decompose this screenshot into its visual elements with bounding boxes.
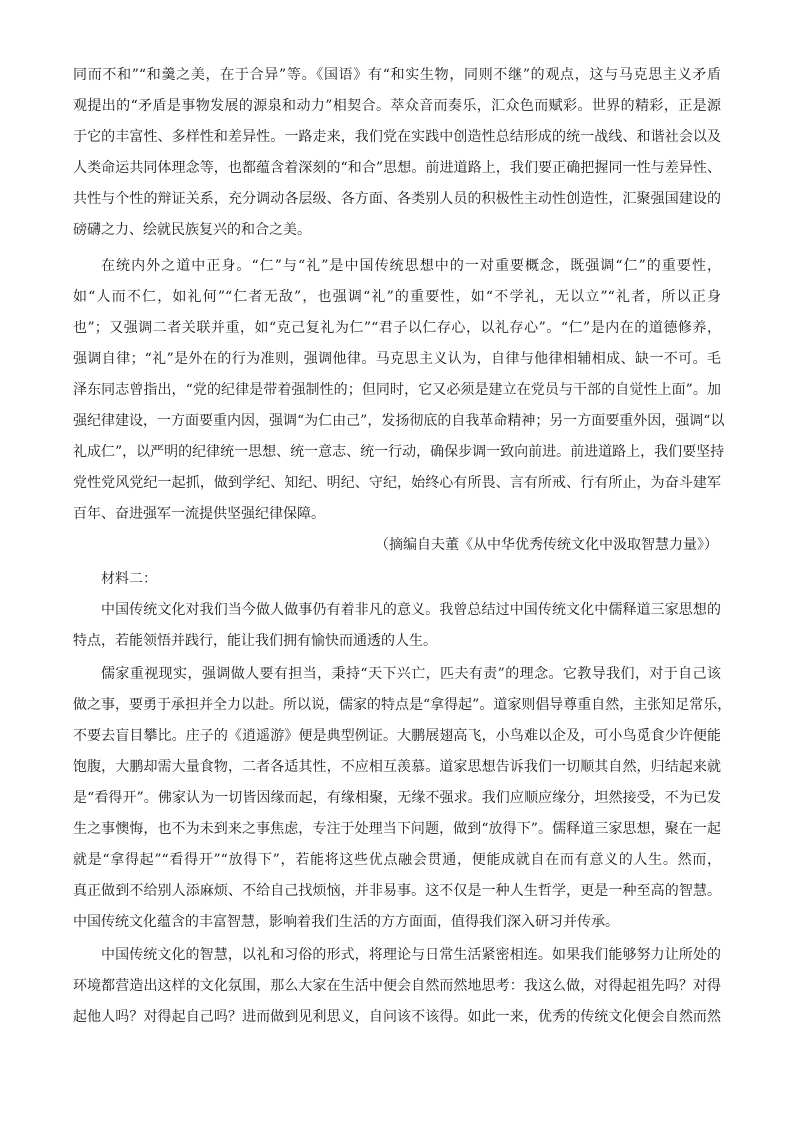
body-text-line: 中国传统文化的智慧，以礼和习俗的形式，将理论与日常生活紧密相连。如果我们能够努力让所处的 xyxy=(101,947,721,963)
body-text-line: 如“人而不仁，如礼何”“仁者无敌”，也强调“礼”的重要性，如“不学礼，无以立”“礼者，所以正身 xyxy=(73,289,721,305)
body-text-line: 饱腹，大鹏却需大量食物，二者各适其性，不应相互羡慕。道家思想告诉我们一切顺其自然，归结起来就 xyxy=(73,759,721,775)
body-text-line: 儒家重视现实，强调做人要有担当，秉持“天下兴亡，匹夫有责”的理念。它教导我们，对于自己该 xyxy=(101,666,721,682)
body-text-line: 人类命运共同体理念等，也都蕴含着深刻的“和合”思想。前进道路上，我们要正确把握同一性与差异性、 xyxy=(73,160,721,176)
body-text-line: 中国传统文化蕴含的丰富智慧，影响着我们生活的方方面面，值得我们深入研习并传承。 xyxy=(73,914,619,930)
body-text-line: 真正做到不给别人添麻烦、不给自己找烦恼，并非易事。这不仅是一种人生哲学，更是一种至高的智慧。 xyxy=(73,883,721,899)
body-text-line: 强纪律建设，一方面要重内因，强调“为仁由己”，发扬彻底的自我革命精神；另一方面要重外因，强调“以 xyxy=(73,413,725,429)
body-text-line: 百年、奋进强军一流提供坚强纪律保障。 xyxy=(73,506,325,522)
body-text-line: 特点，若能领悟并践行，能让我们拥有愉快而通透的人生。 xyxy=(73,633,437,649)
body-text-line: 党性党风党纪一起抓，做到学纪、知纪、明纪、守纪，始终心有所畏、言有所戒、行有所止，为奋斗建军 xyxy=(73,475,721,491)
body-text-line: 是“看得开”。佛家认为一切皆因缘而起，有缘相聚，无缘不强求。我们应顺应缘分，坦然接受，不为已发 xyxy=(73,790,721,806)
body-text-line: 泽东同志曾指出，“党的纪律是带着强制性的；但同时，它又必须是建立在党员与干部的自觉性上面”。加 xyxy=(73,382,721,398)
body-text-line: 不要去盲目攀比。庄子的《逍遥游》便是典型例证。大鹏展翅高飞，小鸟难以企及，可小鸟觅食少许便能 xyxy=(73,728,721,744)
body-text-line: 礼成仁”，以严明的纪律统一思想、统一意志、统一行动，确保步调一致向前进。前进道路上，我们要坚持 xyxy=(73,444,725,460)
body-text-line: 就是“拿得起”“看得开”“放得下”，若能将这些优点融会贯通，便能成就自在而有意义的人生。然而， xyxy=(73,852,721,868)
body-text-line: 做之事，要勇于承担并全力以赴。所以说，儒家的特点是“拿得起”。道家则倡导尊重自然，主张知足常乐， xyxy=(73,697,732,713)
source-citation: （摘编自夫董《从中华优秀传统文化中汲取智慧力量》） xyxy=(375,537,718,553)
body-text-line: 于它的丰富性、多样性和差异性。一路走来，我们党在实践中创造性总结形成的统一战线、和谐社会以及 xyxy=(73,129,721,145)
body-text-line: 也”；又强调二者关联并重，如“克己复礼为仁”“君子以仁存心，以礼存心”。“仁”是内在的道德修养， xyxy=(73,320,721,336)
body-text-line: 磅礴之力、绘就民族复兴的和合之美。 xyxy=(73,222,311,238)
body-text-line: 起他人吗？对得起自己吗？进而做到见利思义，自问该不该得。如此一来，优秀的传统文化便会自然而然 xyxy=(73,1009,721,1025)
body-text-line: 环境都营造出这样的文化氛围，那么大家在生活中便会自然而然地思考：我这么做，对得起祖先吗？对得 xyxy=(73,978,721,994)
body-text-line: 生之事懊悔，也不为未到来之事焦虑，专注于处理当下问题，做到“放得下”。儒释道三家思想，聚在一起 xyxy=(73,821,721,837)
body-text-line: 在统内外之道中正身。“仁”与“礼”是中国传统思想中的一对重要概念，既强调“仁”的重要性， xyxy=(101,258,721,274)
body-text-line: 观提出的“矛盾是事物发展的源泉和动力”相契合。萃众音而奏乐，汇众色而赋彩。世界的精彩，正是源 xyxy=(73,98,721,114)
section-heading: 材料二： xyxy=(101,571,157,587)
body-text-line: 强调自律；“礼”是外在的行为准则，强调他律。马克思主义认为，自律与他律相辅相成、缺一不可。毛 xyxy=(73,351,721,367)
body-text-line: 共性与个性的辩证关系，充分调动各层级、各方面、各类别人员的积极性主动性创造性，汇聚强国建设的 xyxy=(73,191,721,207)
body-text-line: 中国传统文化对我们当今做人做事仍有着非凡的意义。我曾总结过中国传统文化中儒释道三家思想的 xyxy=(101,602,721,618)
body-text-line: 同而不和”“和羹之美，在于合异”等。《国语》有“和实生物，同则不继”的观点，这与马克思主义矛盾 xyxy=(73,67,721,83)
